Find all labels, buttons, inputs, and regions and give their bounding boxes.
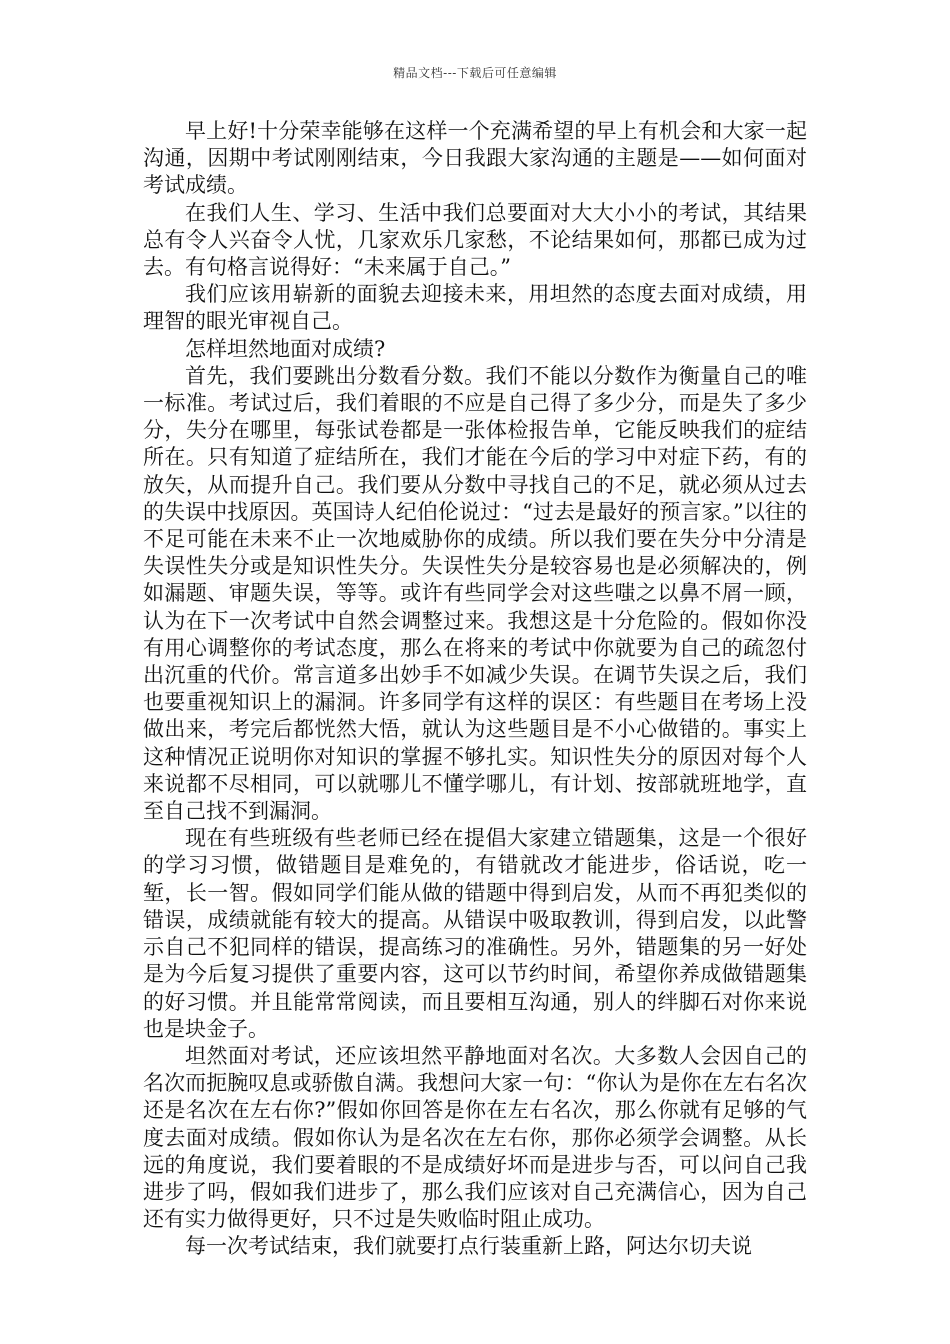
paragraph-question: 怎样坦然地面对成绩?: [185, 336, 386, 361]
paragraph-ranking: 坦然面对考试，还应该坦然平静地面对名次。大多数人会因自己的名次而扼腕叹息或骄傲自满。我想问大家一句：“你认为是你在左右名次还是名次在左右你?”假如你回答是你在左右名次，那么你就有足够的气度去面对成绩。假如你认为是名次在左右你，那你必须学会调整。从长远的角度说，我们要着眼的不是成绩好坏而是进步与否，可以问自己我进步了吗，假如我们进步了，那么我们应该对自己充满信心，因为自己还有实力做得更好，只不过是失败临时阻止成功。: [143, 1043, 807, 1232]
paragraph-exams-in-life: 在我们人生、学习、生活中我们总要面对大大小小的考试，其结果总有令人兴奋令人忧，几家欢乐几家愁，不论结果如何，那都已成为过去。有句格言说得好：“未来属于自己。”: [143, 200, 807, 280]
paragraph-greeting: 早上好!十分荣幸能够在这样一个充满希望的早上有机会和大家一起沟通，因期中考试刚刚结束，今日我跟大家沟通的主题是——如何面对考试成绩。: [143, 119, 807, 198]
paragraph-beyond-scores: 首先，我们要跳出分数看分数。我们不能以分数作为衡量自己的唯一标准。考试过后，我们着眼的不应是自己得了多少分，而是失了多少分，失分在哪里，每张试卷都是一张体检报告单，它能反映我们的症结所在。只有知道了症结所在，我们才能在今后的学习中对症下药，有的放矢，从而提升自己。我们要从分数中寻找自己的不足，就必须从过去的失误中找原因。英国诗人纪伯伦说过：“过去是最好的预言家。”以往的不足可能在未来不止一次地威胁你的成绩。所以我们要在失分中分清是失误性失分或是知识性失分。失误性失分是较容易也是必须解决的，例如漏题、审题失误，等等。或许有些同学会对这些嗤之以鼻不屑一顾，认为在下一次考试中自然会调整过来。我想这是十分危险的。假如你没有用心调整你的考试态度，那么在将来的考试中你就要为自己的疏忽付出沉重的代价。常言道多出妙手不如减少失误。在调节失误之后，我们也要重视知识上的漏洞。许多同学有这样的误区：有些题目在考场上没做出来，考完后都恍然大悟，就认为这些题目是不小心做错的。事实上这种情况正说明你对知识的掌握不够扎实。知识性失分的原因对每个人来说都不尽相同，可以就哪儿不懂学哪儿，有计划、按部就班地学，直至自己找不到漏洞。: [143, 363, 807, 824]
paragraph-face-future: 我们应该用崭新的面貌去迎接未来，用坦然的态度去面对成绩，用理智的眼光审视自己。: [143, 282, 807, 334]
paragraph-error-notebook: 现在有些班级有些老师已经在提倡大家建立错题集，这是一个很好的学习习惯，做错题目是难免的，有错就改才能进步，俗话说，吃一堑，长一智。假如同学们能从做的错题中得到启发，从而不再犯类似的错误，成绩就能有较大的提高。从错误中吸取教训，得到启发，以此警示自己不犯同样的错误，提高练习的准确性。另外，错题集的另一好处是为今后复习提供了重要内容，这可以节约时间，希望你养成做错题集的好习惯。并且能常常阅读，而且要相互沟通，别人的绊脚石对你来说也是块金子。: [143, 826, 807, 1041]
paragraph-after-exam: 每一次考试结束，我们就要打点行装重新上路，阿达尔切夫说: [185, 1234, 752, 1259]
page-header: 精品文档---下载后可任意编辑: [393, 66, 557, 80]
document-body: [143, 118, 807, 1261]
